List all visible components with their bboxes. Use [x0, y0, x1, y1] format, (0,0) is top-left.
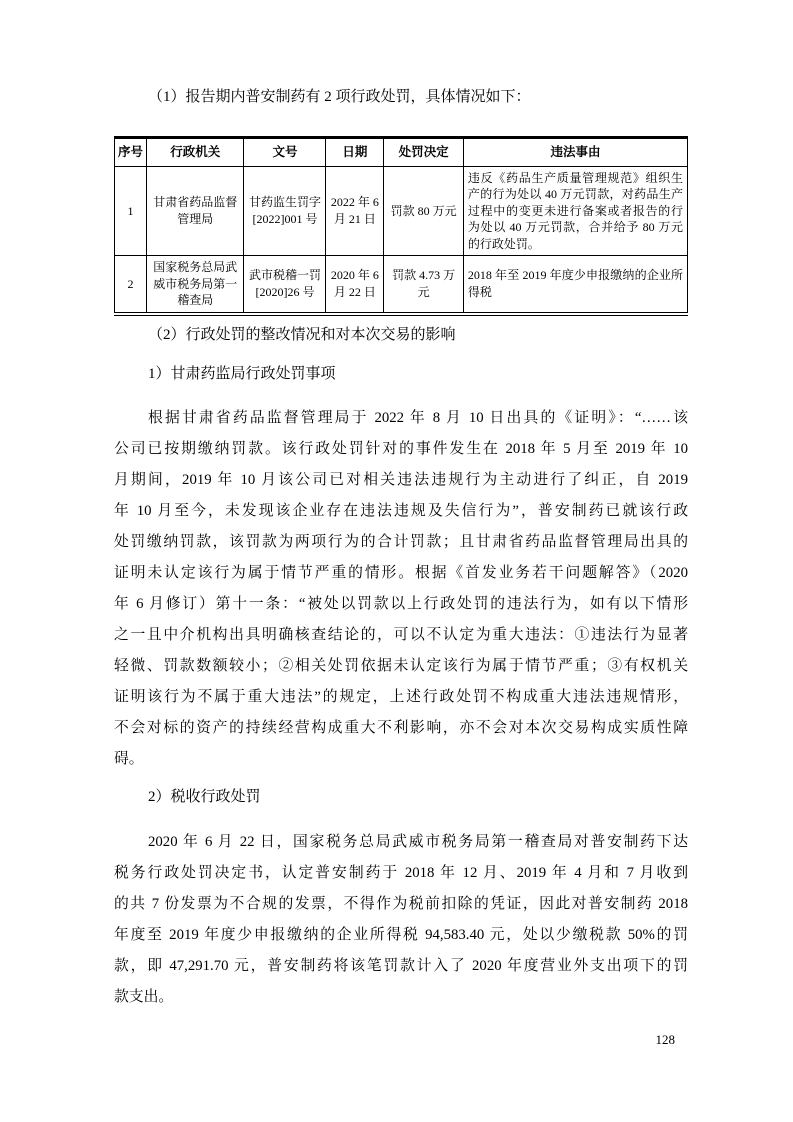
document-content — [114, 86, 688, 1013]
page-number: 128 — [655, 1032, 675, 1047]
subsection-heading-1: 1）甘肃药监局行政处罚事项 — [148, 365, 336, 382]
table-body — [115, 166, 688, 314]
table-header-cell: 日期 — [326, 138, 384, 167]
paragraph-line: 之一且中介机构出具明确核查结论的，可以不认定为重大违法：①违法行为显著 — [114, 626, 688, 643]
table-head — [115, 138, 688, 167]
table-header-row — [115, 138, 688, 167]
paragraph-line: 2020 年 6 月 22 日，国家税务总局武威市税务局第一稽查局对普安制药下达 — [148, 833, 688, 850]
cell-document-no: 甘药监生罚字[2022]001 号 — [244, 166, 326, 256]
paragraph-line: 碍。 — [114, 750, 144, 767]
cell-agency: 国家税务总局武威市税务局第一稽查局 — [147, 256, 244, 314]
paragraph-line: 年度至 2019 年度少申报缴纳的企业所得税 94,583.40 元，处以少缴税款 50%的罚 — [114, 926, 688, 943]
paragraph-line: 轻微、罚款数额较小；②相关处罚依据未认定该行为属于情节严重；③有权机关 — [114, 657, 688, 674]
cell-reason: 违反《药品生产质量管理规范》组织生产的行为处以 40 万元罚款，对药品生产过程中的变更未进行备案或者报告的行为处以 40 万元罚款，合并给予 80 万元的行政处罚。 — [463, 166, 687, 256]
paragraph-gansu-penalty — [114, 403, 688, 775]
cell-reason: 2018 年至 2019 年度少申报缴纳的企业所得税 — [463, 256, 687, 314]
table-header-cell: 行政机关 — [147, 138, 244, 167]
cell-decision: 罚款 80 万元 — [384, 166, 464, 256]
paragraph-line: 税务行政处罚决定书，认定普安制药于 2018 年 12 月、2019 年 4 月和 7 月收到 — [114, 864, 688, 881]
paragraph-line: 年 6 月修订）第十一条：“被处以罚款以上行政处罚的违法行为，如有以下情形 — [114, 595, 688, 612]
cell-document-no: 武市税稽一罚[2020]26 号 — [244, 256, 326, 314]
table-header-cell: 文号 — [244, 138, 326, 167]
section-heading-2: （2）行政处罚的整改情况和对本次交易的影响 — [148, 326, 456, 343]
paragraph-line: 款，即 47,291.70 元，普安制药将该笔罚款计入了 2020 年度营业外支出项下的罚 — [114, 957, 688, 974]
table-row — [115, 166, 688, 256]
table-header-cell: 处罚决定 — [384, 138, 464, 167]
paragraph-line: 公司已按期缴纳罚款。该行政处罚针对的事件发生在 2018 年 5 月至 2019 年 10 — [114, 440, 688, 457]
paragraph-line: 处罚缴纳罚款，该罚款为两项行为的合计罚款；且甘肃省药品监督管理局出具的 — [114, 533, 688, 550]
paragraph-line: 证明未认定该行为属于情节严重的情形。根据《首发业务若干问题解答》（2020 — [114, 564, 688, 581]
paragraph-line: 月期间，2019 年 10 月该公司已对相关违法违规行为主动进行了纠正，自 2019 — [114, 471, 688, 488]
cell-decision: 罚款 4.73 万元 — [384, 256, 464, 314]
cell-serial-number: 1 — [115, 166, 147, 256]
table-header-cell: 违法事由 — [463, 138, 687, 167]
cell-serial-number: 2 — [115, 256, 147, 314]
paragraph-line: 证明该行为不属于重大违法”的规定，上述行政处罚不构成重大违法违规情形， — [114, 688, 688, 705]
table-header-cell: 序号 — [115, 138, 147, 167]
cell-date: 2020 年 6 月 22 日 — [326, 256, 384, 314]
subsection-heading-2: 2）税收行政处罚 — [148, 788, 261, 805]
paragraph-line: 款支出。 — [114, 988, 174, 1005]
penalties-table — [114, 136, 688, 316]
table-row — [115, 256, 688, 314]
cell-agency: 甘肃省药品监督管理局 — [147, 166, 244, 256]
paragraph-tax-penalty — [114, 827, 688, 1013]
paragraph-line: 的共 7 份发票为不合规的发票，不得作为税前扣除的凭证，因此对普安制药 2018 — [114, 895, 688, 912]
section-heading-1: （1）报告期内普安制药有 2 项行政处罚，具体情况如下： — [148, 89, 531, 105]
paragraph-line: 不会对标的资产的持续经营构成重大不利影响，亦不会对本次交易构成实质性障 — [114, 719, 688, 736]
paragraph-line: 根据甘肃省药品监督管理局于 2022 年 8 月 10 日出具的《证明》：“……该 — [148, 409, 688, 426]
paragraph-line: 年 10 月至今，未发现该企业存在违法违规及失信行为”，普安制药已就该行政 — [114, 502, 688, 519]
cell-date: 2022 年 6 月 21 日 — [326, 166, 384, 256]
